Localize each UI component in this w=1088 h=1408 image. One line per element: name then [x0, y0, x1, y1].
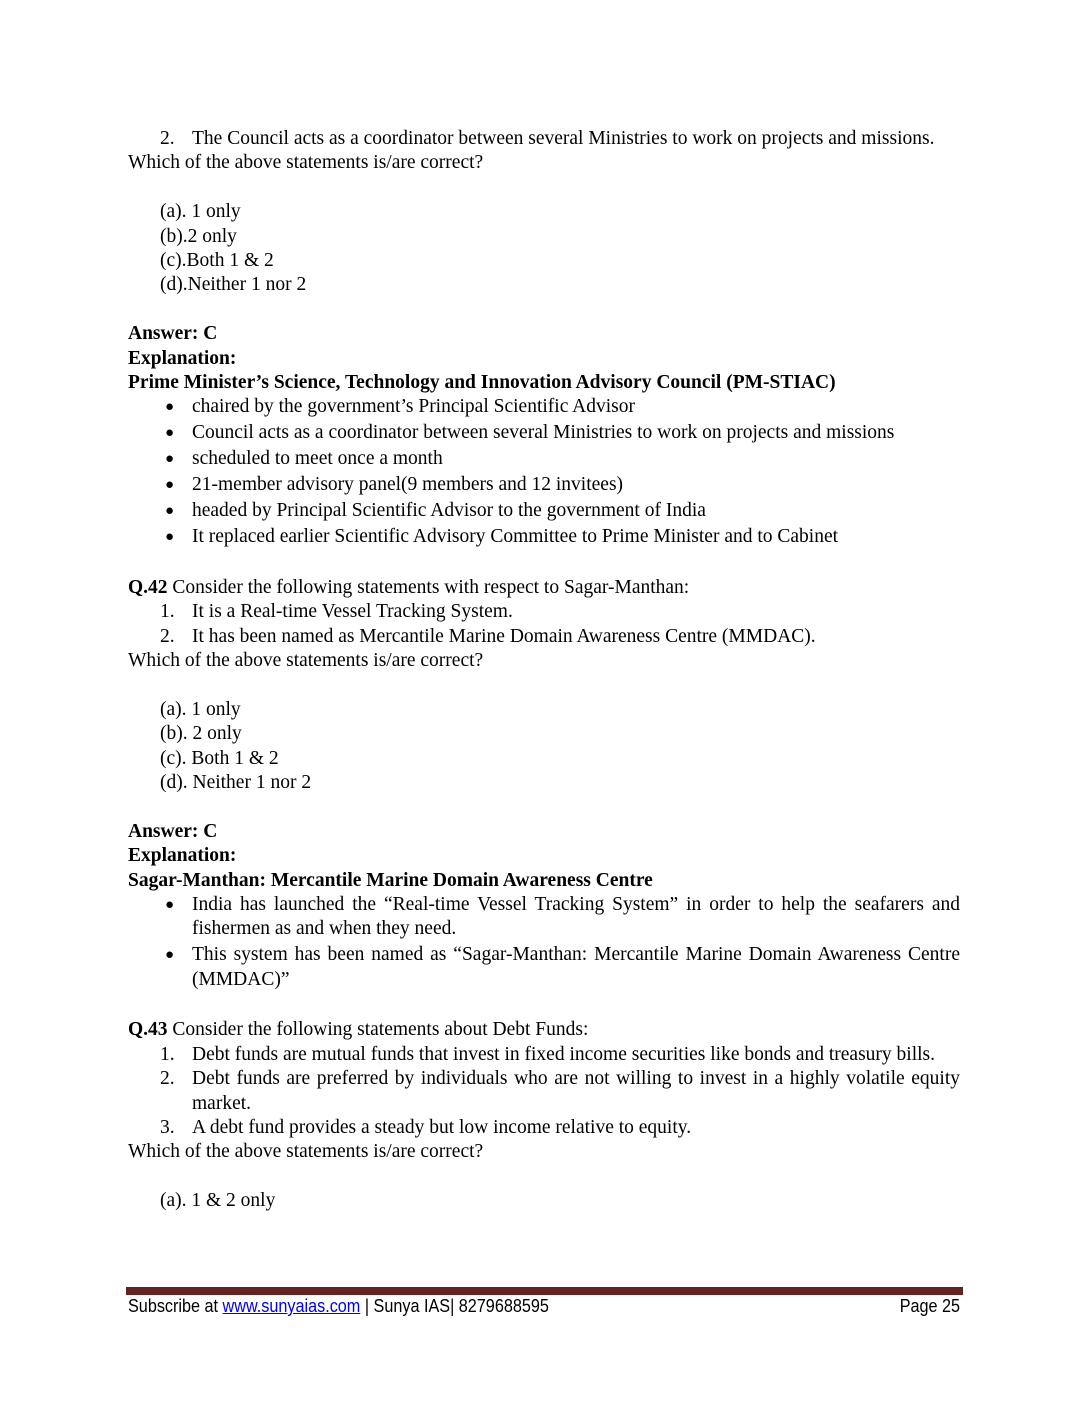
q42-explanation-label: Explanation: — [128, 845, 237, 867]
q42-bullet: ● This system has been named as “Sagar-Manthan: Mercantile Marine Domain Awareness Centre (MMDAC)” — [165, 944, 960, 990]
q43-statement: 3. A debt fund provides a steady but low income relative to equity. — [160, 1116, 692, 1138]
q42-bullet: ● India has launched the “Real-time Vessel Tracking System” in order to help the seafarers and fishermen as and when they need. — [165, 894, 960, 940]
q41-option-b: (b).2 only — [160, 225, 237, 247]
bullet-icon: ● — [165, 477, 175, 494]
footer: Subscribe at www.sunyaias.com | Sunya IAS| 8279688595 — [128, 1296, 549, 1316]
q42-answer: Answer: C — [128, 820, 218, 842]
q42-prompt: Which of the above statements is/are correct? — [128, 650, 484, 672]
q41-bullet: ● headed by Principal Scientific Advisor to the government of India — [128, 499, 960, 523]
q41-option-a: (a). 1 only — [160, 201, 241, 223]
q41-bullet: ● chaired by the government’s Principal Scientific Advisor — [128, 395, 960, 419]
bullet-icon: ● — [165, 451, 175, 468]
bullet-icon: ● — [165, 897, 175, 914]
q41-bullet: ● scheduled to meet once a month — [128, 447, 960, 471]
q41-bullet: ● Council acts as a coordinator between several Ministries to work on projects and missions — [128, 421, 960, 445]
website-link[interactable]: www.sunyaias.com — [222, 1296, 361, 1316]
bullet-icon: ● — [165, 503, 175, 520]
bullet-icon: ● — [165, 399, 175, 416]
q43-statement: 2. Debt funds are preferred by individuals who are not willing to invest in a highly volatile equity market. — [160, 1068, 960, 1114]
q41-bullet: ● 21-member advisory panel(9 members and 12 invitees) — [128, 473, 960, 497]
q43-option-a: (a). 1 & 2 only — [160, 1190, 276, 1212]
q42-option-d: (d). Neither 1 nor 2 — [160, 772, 312, 794]
q41-explanation-title: Prime Minister’s Science, Technology and Innovation Advisory Council (PM-STIAC) — [128, 372, 836, 394]
page-content — [128, 127, 960, 1214]
q42-statement: 2. It has been named as Mercantile Marine Domain Awareness Centre (MMDAC). — [160, 625, 816, 647]
q42-statement: 1. It is a Real-time Vessel Tracking System. — [160, 601, 513, 623]
q41-statement-2: 2. The Council acts as a coordinator between several Ministries to work on projects and missions. — [160, 128, 935, 149]
q42-option-b: (b). 2 only — [160, 723, 242, 745]
q42-stem: Q.42 Consider the following statements with respect to Sagar-Manthan: — [128, 576, 690, 598]
bullet-icon: ● — [165, 947, 175, 964]
q42-option-a: (a). 1 only — [160, 698, 241, 720]
q41-option-d: (d).Neither 1 nor 2 — [160, 274, 307, 296]
q41-prompt: Which of the above statements is/are correct? — [128, 152, 484, 174]
q41-option-c: (c).Both 1 & 2 — [160, 250, 274, 272]
footer-divider — [126, 1287, 963, 1295]
q43-stem: Q.43 Consider the following statements about Debt Funds: — [128, 1019, 589, 1041]
q42-explanation-title: Sagar-Manthan: Mercantile Marine Domain Awareness Centre — [128, 869, 653, 891]
q41-explanation-label: Explanation: — [128, 347, 237, 369]
bullet-icon: ● — [165, 529, 175, 546]
q41-answer: Answer: C — [128, 323, 218, 345]
bullet-icon: ● — [165, 425, 175, 442]
q43-statement: 1. Debt funds are mutual funds that invest in fixed income securities like bonds and treasury bills. — [160, 1043, 935, 1065]
q43-prompt: Which of the above statements is/are correct? — [128, 1141, 484, 1163]
page-number: Page 25 — [899, 1296, 960, 1316]
q42-option-c: (c). Both 1 & 2 — [160, 747, 279, 769]
q41-bullet: ● It replaced earlier Scientific Advisory Committee to Prime Minister and to Cabinet — [128, 525, 960, 549]
